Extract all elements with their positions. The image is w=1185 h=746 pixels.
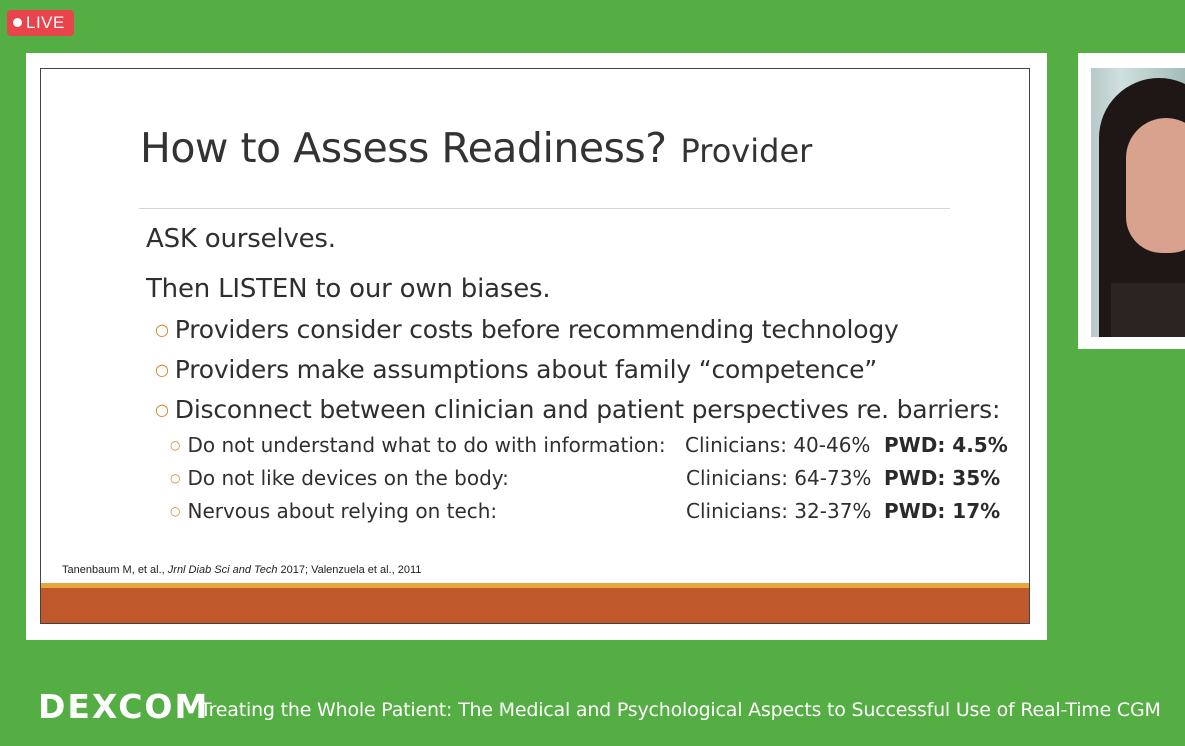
citation: Tanenbaum M, et al., Jrnl Diab Sci and Tech 2017; Valenzuela et al., 2011 <box>62 564 422 576</box>
bullet-circle-icon: ○ <box>155 400 169 419</box>
live-label: LIVE <box>26 13 65 32</box>
barrier-item: ○ Nervous about relying on tech: <box>170 499 498 523</box>
line-listen: Then LISTEN to our own biases. <box>146 274 551 304</box>
live-dot-icon <box>13 18 22 27</box>
bullet-item: ○ Providers make assumptions about family “competence” <box>155 355 878 384</box>
bullet-circle-icon: ○ <box>170 438 181 452</box>
barrier-pwd: PWD: 17% <box>884 499 1001 523</box>
speaker-face <box>1126 118 1185 253</box>
dexcom-logo: DEXCOM <box>38 687 210 726</box>
bullet-circle-icon: ○ <box>170 471 181 485</box>
bullet-circle-icon: ○ <box>155 320 169 339</box>
barrier-item: ○ Do not like devices on the body: <box>170 466 509 490</box>
barrier-item: ○ Do not understand what to do with information: <box>170 433 666 457</box>
slide-title <box>140 124 812 172</box>
slide-title-main: How to Assess Readiness? <box>140 124 667 172</box>
barrier-pwd: PWD: 4.5% <box>884 433 1008 457</box>
slide-footer-bar <box>41 588 1029 623</box>
barrier-pwd: PWD: 35% <box>884 466 1001 490</box>
speaker-shirt <box>1111 283 1185 337</box>
barrier-clinicians: Clinicians: 32-37% <box>686 499 872 523</box>
program-title: Treating the Whole Patient: The Medical and Psychological Aspects to Successful Use of Real-Time CGM <box>200 699 1161 721</box>
slide <box>40 68 1030 624</box>
speaker-video-feed <box>1091 68 1185 337</box>
barrier-clinicians: Clinicians: 40-46% <box>685 433 871 457</box>
barrier-clinicians: Clinicians: 64-73% <box>686 466 872 490</box>
title-divider <box>139 208 950 209</box>
line-ask: ASK ourselves. <box>146 224 336 254</box>
presentation-panel <box>26 53 1047 640</box>
bullet-circle-icon: ○ <box>155 360 169 379</box>
bullet-circle-icon: ○ <box>170 504 181 518</box>
slide-title-sub: Provider <box>680 132 813 170</box>
bullet-item: ○ Providers consider costs before recommending technology <box>155 315 899 344</box>
live-badge <box>7 10 74 36</box>
bullet-item: ○ Disconnect between clinician and patient perspectives re. barriers: <box>155 395 1001 424</box>
speaker-video <box>1078 53 1185 349</box>
